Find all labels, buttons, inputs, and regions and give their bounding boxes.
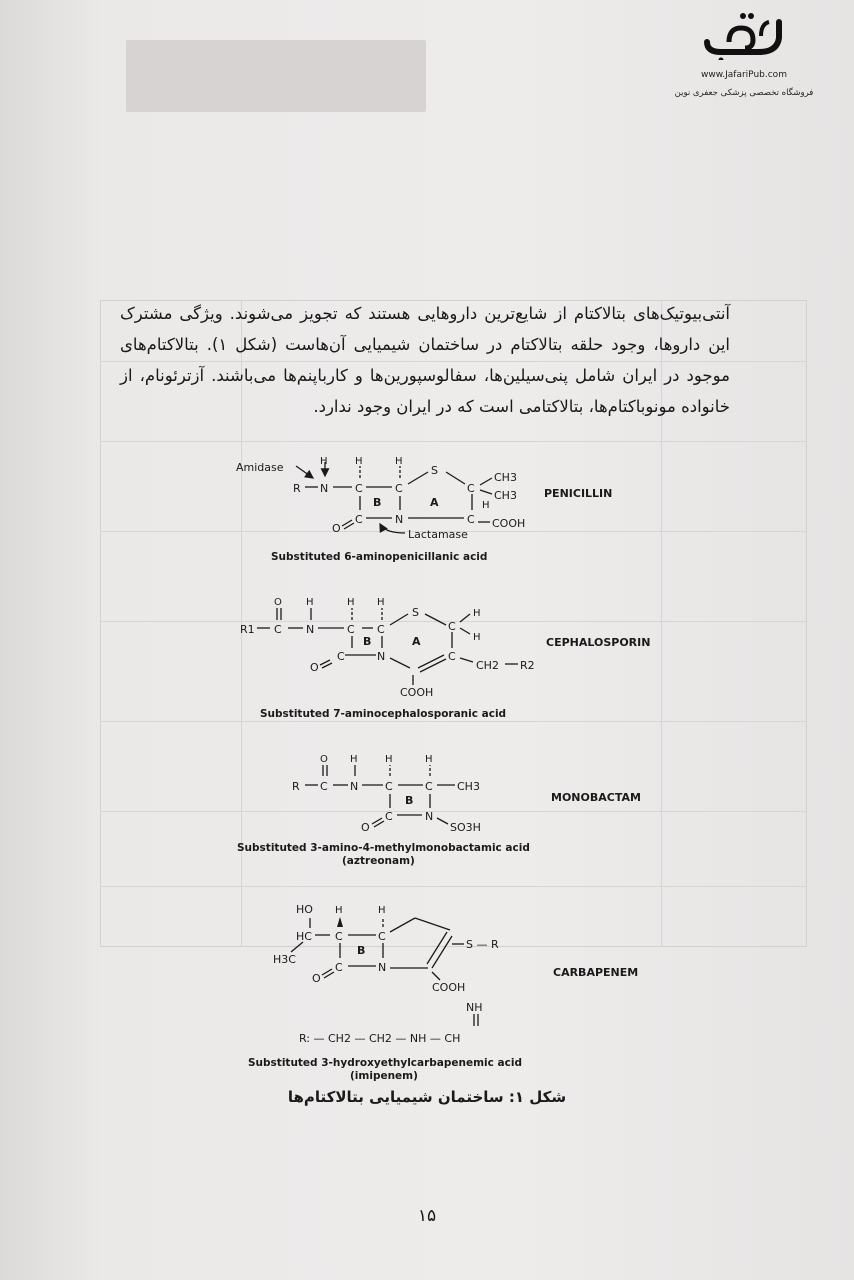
atom-label: N <box>378 961 387 974</box>
atom-label: R <box>292 780 300 793</box>
atom-label: SO3H <box>450 821 481 834</box>
atom-label: C <box>377 623 385 636</box>
atom-label: C <box>425 780 433 793</box>
cephalosporin-name: CEPHALOSPORIN <box>546 636 651 649</box>
figure-caption: شکل ۱: ساختمان شیمیایی بتالاکتام‌ها <box>287 1088 567 1106</box>
atom-label: C <box>355 482 363 495</box>
atom-label: CH3 <box>494 489 517 502</box>
carbapenem-subtitle-generic: (imipenem) <box>350 1070 418 1082</box>
atom-label: H <box>378 905 386 916</box>
atom-label: S <box>431 464 438 477</box>
atom-label: N <box>350 780 359 793</box>
atom-label: R1 <box>240 623 255 636</box>
monobactam-subtitle-generic: (aztreonam) <box>342 855 415 867</box>
atom-label: O <box>332 522 341 535</box>
atom-label: H <box>473 632 481 643</box>
atom-label: R <box>293 482 301 495</box>
paragraph-line: این داروها، وجود حلقه بتالاکتام در ساختمان شیمیایی آن‌هاست (شکل ۱). بتالاکتام‌های <box>120 335 730 354</box>
atom-label: O <box>274 597 282 608</box>
atom-label: C <box>385 810 393 823</box>
atom-label: H <box>355 456 363 467</box>
penicillin-name: PENICILLIN <box>544 487 613 500</box>
atom-label: NH <box>466 1001 483 1014</box>
ring-label: A <box>412 635 421 648</box>
cephalosporin-subtitle: Substituted 7-aminocephalosporanic acid <box>260 708 507 720</box>
atom-label: H <box>425 754 433 765</box>
atom-label: H <box>350 754 358 765</box>
monobactam-subtitle: Substituted 3-amino-4-methylmonobactamic acid <box>237 842 530 854</box>
atom-label: S <box>412 606 419 619</box>
atom-label: N <box>395 513 404 526</box>
atom-label: N <box>320 482 329 495</box>
atom-label: H3C <box>273 953 296 966</box>
atom-label: C <box>274 623 282 636</box>
atom-label: H <box>306 597 314 608</box>
amidase-label: Amidase <box>236 461 284 474</box>
atom-label: S — R <box>466 938 499 951</box>
atom-label: O <box>361 821 370 834</box>
atom-label: CH3 <box>457 780 480 793</box>
atom-label: N <box>377 650 386 663</box>
ring-label: B <box>405 794 414 807</box>
atom-label: H <box>482 500 490 511</box>
atom-label: H <box>473 608 481 619</box>
penicillin-subtitle: Substituted 6-aminopenicillanic acid <box>271 551 488 563</box>
paragraph-line: خانواده مونوباکتام‌ها، بتالاکتامی است که در ایران وجود ندارد. <box>313 397 730 416</box>
atom-label: H <box>335 905 343 916</box>
atom-label: C <box>335 961 343 974</box>
ring-label: B <box>357 944 366 957</box>
wedge-bond <box>337 917 343 927</box>
atom-label: C <box>467 513 475 526</box>
atom-label: C <box>347 623 355 636</box>
atom-label: O <box>320 754 328 765</box>
atom-label: C <box>467 482 475 495</box>
paragraph-line: موجود در ایران شامل پنی‌سیلین‌ها، سفالوسپورین‌ها و کارباپنم‌ها می‌باشند. آزترئونام، از <box>120 366 730 385</box>
paragraph-line: آنتی‌بیوتیک‌های بتالاکتام از شایع‌ترین داروهایی هستند که تجویز می‌شوند. ویژگی مشترک <box>120 304 730 323</box>
atom-label: C <box>320 780 328 793</box>
ring-label: A <box>430 496 439 509</box>
atom-label: HC <box>296 930 312 943</box>
lactamase-label: Lactamase <box>408 528 468 541</box>
publisher-url[interactable]: www.JafariPub.com <box>701 70 787 80</box>
atom-label: CH2 <box>476 659 499 672</box>
atom-label: COOH <box>492 517 526 530</box>
carbapenem-name: CARBAPENEM <box>553 966 639 979</box>
atom-label: N <box>425 810 434 823</box>
atom-label: N <box>306 623 315 636</box>
atom-label: CH3 <box>494 471 517 484</box>
atom-label: HO <box>296 903 313 916</box>
atom-label: H <box>385 754 393 765</box>
atom-label: COOH <box>432 981 466 994</box>
atom-label: C <box>335 930 343 943</box>
monobactam-name: MONOBACTAM <box>551 791 641 804</box>
atom-label: C <box>395 482 403 495</box>
atom-label: C <box>385 780 393 793</box>
atom-label: C <box>448 650 456 663</box>
atom-label: R2 <box>520 659 535 672</box>
publisher-shop-name: فروشگاه تخصصی پزشکی جعفری نوین <box>674 88 814 98</box>
page-number: ۱۵ <box>417 1206 437 1226</box>
atom-label: COOH <box>400 686 434 699</box>
atom-label: O <box>312 972 321 985</box>
atom-label: H <box>320 456 328 467</box>
atom-label: H <box>347 597 355 608</box>
ring-label: B <box>363 635 372 648</box>
atom-label: C <box>448 620 456 633</box>
atom-label: H <box>377 597 385 608</box>
atom-label: H <box>395 456 403 467</box>
ring-label: B <box>373 496 382 509</box>
atom-label: R: — CH2 — CH2 — NH — CH <box>299 1032 461 1045</box>
atom-label: C <box>378 930 386 943</box>
atom-label: C <box>355 513 363 526</box>
atom-label: O <box>310 661 319 674</box>
carbapenem-subtitle: Substituted 3-hydroxyethylcarbapenemic acid <box>248 1057 522 1069</box>
atom-label: C <box>337 650 345 663</box>
